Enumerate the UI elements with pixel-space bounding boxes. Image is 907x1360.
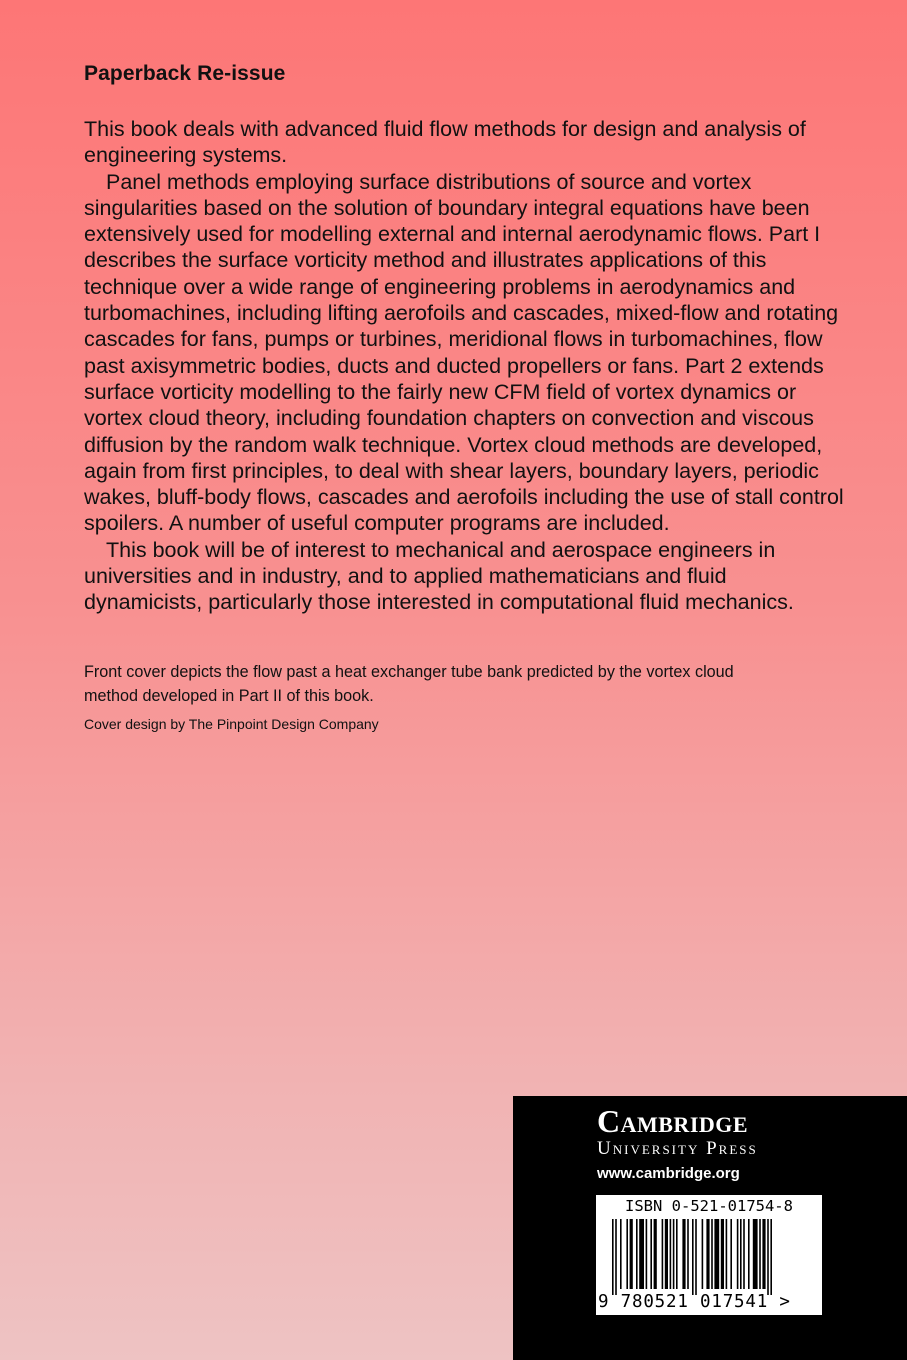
barcode-bar bbox=[706, 1219, 709, 1289]
publisher-website: www.cambridge.org bbox=[597, 1165, 740, 1182]
barcode-bar bbox=[615, 1219, 617, 1295]
barcode-bar bbox=[748, 1219, 750, 1289]
barcode-bar bbox=[767, 1219, 769, 1295]
barcode-bar bbox=[662, 1219, 664, 1289]
barcode-bar bbox=[687, 1219, 689, 1289]
barcode-bar bbox=[753, 1219, 758, 1289]
book-description bbox=[84, 116, 844, 616]
publisher-subtitle: University Press bbox=[597, 1138, 758, 1159]
isbn-label: ISBN 0-521-01754-8 bbox=[625, 1197, 793, 1215]
barcode-bar bbox=[620, 1219, 622, 1289]
barcode-bar bbox=[737, 1219, 739, 1289]
barcode bbox=[596, 1195, 822, 1315]
barcode-bar bbox=[626, 1219, 628, 1289]
description-paragraph: Panel methods employing surface distributions of source and vortex singularities based on the solution of boundary integral equations have been extensively used for modelling external and internal aerodynamic flows. Part I describes the surface vorticity method and illustrates applications of this technique over a wide range of engineering problems in aerodynamics and turbomachines, including lifting aerofoils and cascades, mixed-flow and rotating cascades for fans, pumps or turbines, meridional flows in turbomachines, flow past axisymmetric bodies, ducts and ducted propellers or fans. Part 2 extends surface vorticity modelling to the fairly new CFM field of vortex dynamics or vortex cloud theory, including foundation chapters on convection and viscous diffusion by the random walk technique. Vortex cloud methods are developed, again from first principles, to deal with shear layers, boundary layers, periodic wakes, bluff-body flows, cascades and aerofoils including the use of stall control spoilers. A number of useful computer programs are included. bbox=[84, 169, 844, 536]
barcode-bar bbox=[730, 1219, 732, 1289]
barcode-bar bbox=[654, 1219, 657, 1289]
barcode-bar bbox=[676, 1219, 678, 1289]
barcode-bar bbox=[630, 1219, 633, 1289]
cover-image-credit: Front cover depicts the flow past a heat exchanger tube bank predicted by the vortex cloud method developed in Part II of this book. bbox=[84, 663, 734, 705]
barcode-bar bbox=[670, 1219, 672, 1289]
barcode-bar bbox=[702, 1219, 704, 1289]
barcode-bar bbox=[759, 1219, 761, 1289]
barcode-bar bbox=[636, 1219, 638, 1289]
barcode-bar bbox=[682, 1219, 685, 1289]
barcode-bar bbox=[692, 1219, 694, 1295]
cover-design-credit: Cover design by The Pinpoint Design Company bbox=[84, 716, 379, 732]
barcode-bar bbox=[711, 1219, 713, 1289]
barcode-bar bbox=[646, 1219, 648, 1289]
barcode-bar bbox=[639, 1219, 644, 1289]
publisher-name: Cambridge bbox=[597, 1103, 749, 1139]
barcode-bar bbox=[740, 1219, 742, 1289]
barcode-bar bbox=[612, 1219, 614, 1295]
description-paragraph: This book deals with advanced fluid flow methods for design and analysis of engineering systems. bbox=[84, 117, 806, 168]
barcode-bar bbox=[665, 1219, 668, 1289]
barcode-bar bbox=[714, 1219, 719, 1289]
barcode-bar bbox=[770, 1219, 772, 1295]
publisher-panel bbox=[513, 1096, 907, 1360]
barcode-bar bbox=[726, 1219, 728, 1289]
barcode-bar bbox=[650, 1219, 652, 1289]
description-paragraph: This book will be of interest to mechanical and aerospace engineers in universities and in industry, and to applied mathematicians and fluid dynamicists, particularly those interested in computational fluid mechanics. bbox=[84, 537, 794, 615]
barcode-bar bbox=[695, 1219, 697, 1295]
barcode-bar bbox=[721, 1219, 724, 1289]
barcode-bar bbox=[673, 1219, 675, 1289]
ean-digits: 9 780521 017541 > bbox=[598, 1292, 791, 1312]
reissue-heading: Paperback Re-issue bbox=[84, 62, 286, 85]
barcode-bar bbox=[762, 1219, 765, 1289]
barcode-bar bbox=[743, 1219, 745, 1289]
